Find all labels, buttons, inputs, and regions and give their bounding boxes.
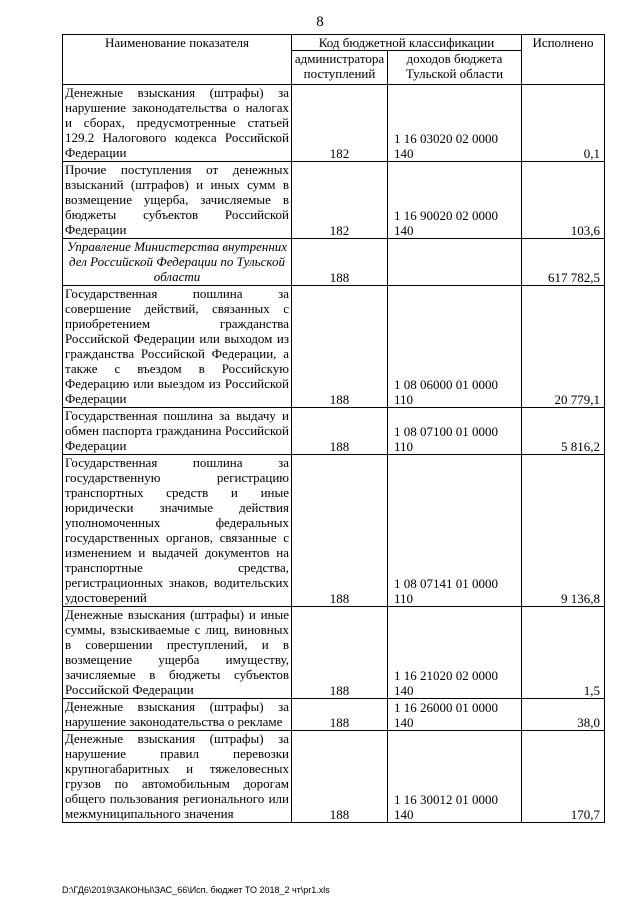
table-row — [63, 286, 605, 408]
table-row — [63, 731, 605, 823]
row-income-code — [388, 239, 522, 286]
row-executed-value: 617 782,5 — [522, 239, 605, 286]
table-row — [63, 455, 605, 607]
table-row — [63, 408, 605, 455]
header-code-group: Код бюджетной классификации — [292, 35, 522, 51]
row-executed-value: 38,0 — [522, 699, 605, 731]
row-admin-code: 188 — [292, 455, 388, 607]
row-executed-value: 170,7 — [522, 731, 605, 823]
table-row — [63, 239, 605, 286]
row-name: Денежные взыскания (штрафы) за нарушение правил перевозки крупногабаритных и тяжеловесных грузов по автомобильным дорогам общего пользования регионального или межмуниципального значения — [63, 731, 292, 823]
row-admin-code: 188 — [292, 408, 388, 455]
row-admin-code: 188 — [292, 239, 388, 286]
row-income-code: 1 08 07141 01 0000 110 — [388, 455, 522, 607]
page-number: 8 — [316, 14, 324, 30]
row-admin-code: 182 — [292, 162, 388, 239]
row-executed-value: 0,1 — [522, 85, 605, 162]
row-admin-code: 188 — [292, 607, 388, 699]
row-income-code: 1 16 30012 01 0000 140 — [388, 731, 522, 823]
row-name: Денежные взыскания (штрафы) за нарушение законодательства о налогах и сборах, предусмотренные статьей 129.2 Налогового кодекса Российской Федерации — [63, 85, 292, 162]
table-row — [63, 162, 605, 239]
header-name: Наименование показателя — [63, 35, 292, 85]
row-executed-value: 5 816,2 — [522, 408, 605, 455]
row-name: Денежные взыскания (штрафы) за нарушение законодательства о рекламе — [63, 699, 292, 731]
row-executed-value: 1,5 — [522, 607, 605, 699]
row-admin-code: 188 — [292, 286, 388, 408]
row-admin-code: 182 — [292, 85, 388, 162]
row-income-code: 1 08 07100 01 0000 110 — [388, 408, 522, 455]
row-executed-value: 103,6 — [522, 162, 605, 239]
header-executed: Исполнено — [522, 35, 605, 85]
row-admin-code: 188 — [292, 699, 388, 731]
row-name: Прочие поступления от денежных взысканий (штрафов) и иных сумм в возмещение ущерба, зачисляемые в бюджеты субъектов Российской Федерации — [63, 162, 292, 239]
row-name: Государственная пошлина за выдачу и обмен паспорта гражданина Российской Федерации — [63, 408, 292, 455]
table-row — [63, 85, 605, 162]
row-income-code: 1 16 26000 01 0000 140 — [388, 699, 522, 731]
row-name: Управление Министерства внутренних дел Российской Федерации по Тульской области — [63, 239, 292, 286]
row-name: Государственная пошлина за совершение действий, связанных с приобретением гражданства Российской Федерации или выходом из гражданства Российской Федерации, а также с въездом в Российскую Федерацию или выездом из Российской Федерации — [63, 286, 292, 408]
row-income-code: 1 16 21020 02 0000 140 — [388, 607, 522, 699]
header-income: доходов бюджета Тульской области — [388, 51, 522, 85]
budget-table — [62, 34, 605, 823]
row-executed-value: 20 779,1 — [522, 286, 605, 408]
row-income-code: 1 16 90020 02 0000 140 — [388, 162, 522, 239]
row-income-code: 1 16 03020 02 0000 140 — [388, 85, 522, 162]
file-path-footer: D:\ГД6\2019\ЗАКОНЫ\ЗАС_66\Исп. бюджет ТО 2018_2 чт\pr1.xls — [62, 885, 330, 895]
row-name: Денежные взыскания (штрафы) и иные суммы, взыскиваемые с лиц, виновных в совершении преступлений, и в возмещение ущерба имуществу, зачисляемые в бюджеты субъектов Российской Федерации — [63, 607, 292, 699]
table-row — [63, 699, 605, 731]
row-admin-code: 188 — [292, 731, 388, 823]
table-row — [63, 607, 605, 699]
row-executed-value: 9 136,8 — [522, 455, 605, 607]
row-income-code: 1 08 06000 01 0000 110 — [388, 286, 522, 408]
header-admin: администратора поступлений — [292, 51, 388, 85]
row-name: Государственная пошлина за государственную регистрацию транспортных средств и иные юридически значимые действия уполномоченных федеральных государственных органов, связанные с изменением и выдачей документов на транспортные средства, регистрационных знаков, водительских удостоверений — [63, 455, 292, 607]
